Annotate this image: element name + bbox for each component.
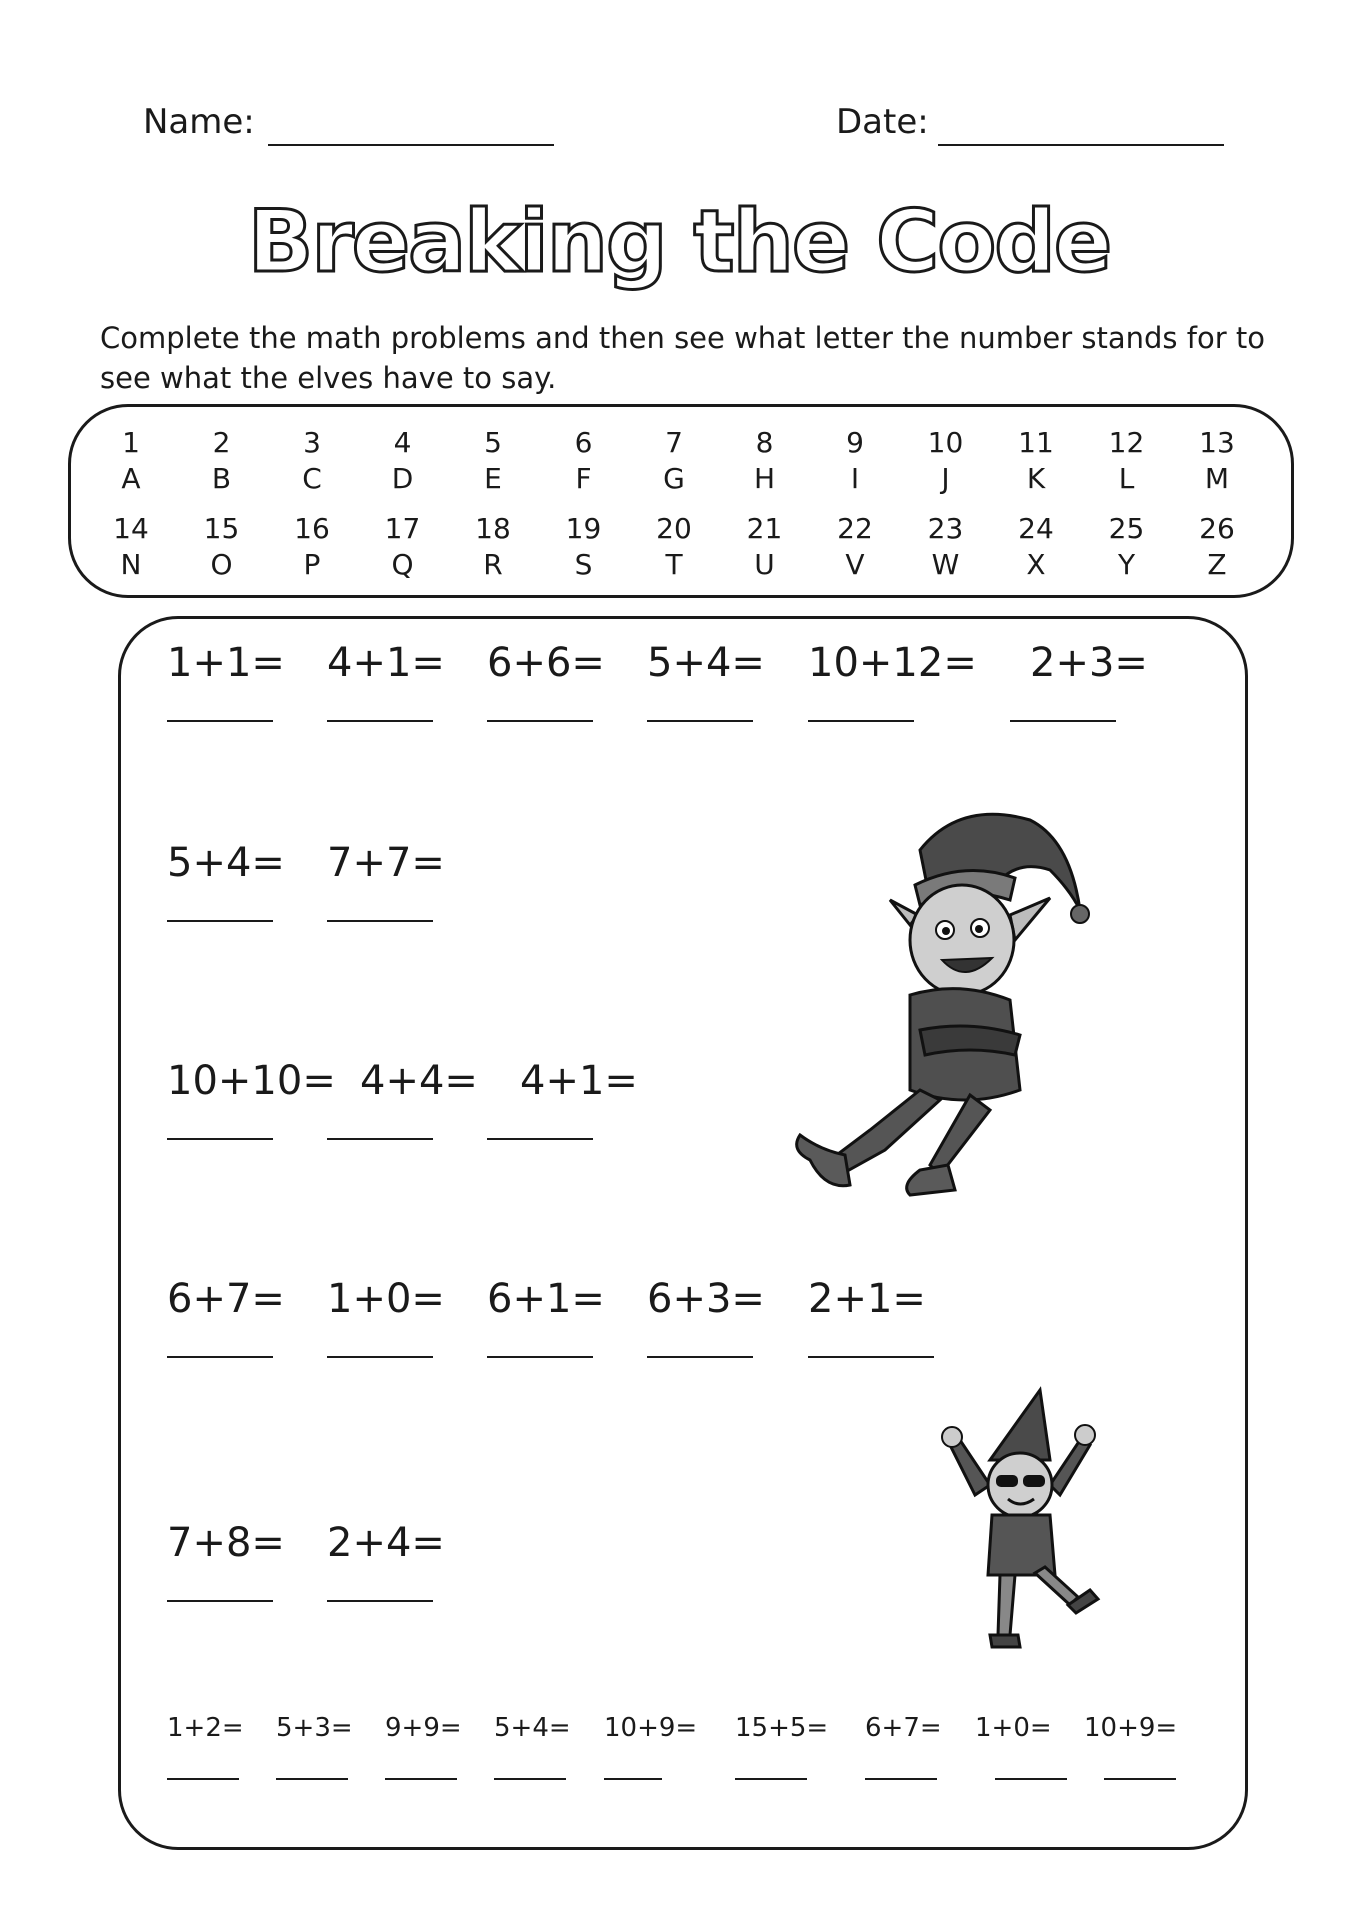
key-number: 16 (294, 512, 330, 545)
key-cell (820, 511, 890, 583)
key-cell (911, 511, 981, 583)
key-letter: H (753, 462, 776, 495)
math-problem: 5+4= (167, 840, 285, 886)
key-number: 15 (203, 512, 240, 545)
key-letter: G (663, 462, 685, 495)
elf-sitting-illustration (770, 790, 1130, 1210)
answer-blank[interactable] (808, 720, 914, 722)
date-label: Date: (836, 102, 929, 142)
answer-blank[interactable] (995, 1778, 1067, 1780)
key-number: 4 (393, 426, 412, 459)
key-number: 3 (303, 426, 321, 459)
key-number: 24 (1018, 512, 1054, 545)
answer-blank[interactable] (487, 1356, 593, 1358)
key-cell (458, 425, 528, 497)
answer-blank[interactable] (808, 1356, 934, 1358)
answer-blank[interactable] (167, 720, 273, 722)
math-problem: 2+4= (327, 1520, 445, 1566)
key-cell (730, 511, 800, 583)
key-number: 26 (1199, 512, 1235, 545)
key-letter: V (845, 548, 865, 581)
key-letter: C (302, 462, 322, 495)
key-letter: O (210, 548, 233, 581)
math-problem: 10+12= (808, 640, 977, 686)
key-number: 25 (1108, 512, 1145, 545)
key-cell (277, 425, 347, 497)
key-letter: J (941, 462, 950, 495)
key-letter: S (574, 548, 593, 581)
key-letter: N (120, 548, 142, 581)
letter-key-panel (68, 404, 1294, 598)
key-number: 10 (927, 426, 964, 459)
key-cell (187, 511, 257, 583)
math-problem: 2+1= (808, 1276, 926, 1322)
answer-blank[interactable] (647, 720, 753, 722)
math-problem: 1+1= (167, 640, 285, 686)
answer-blank[interactable] (327, 920, 433, 922)
math-problem: 10+9= (604, 1713, 698, 1743)
key-letter: P (303, 548, 321, 581)
key-number: 21 (746, 512, 783, 545)
elf-jumping-illustration (930, 1385, 1110, 1675)
key-cell (368, 425, 438, 497)
key-cell (639, 425, 709, 497)
key-cell (549, 511, 619, 583)
key-cell (187, 425, 257, 497)
key-number: 18 (475, 512, 511, 545)
math-problem: 6+1= (487, 1276, 605, 1322)
answer-blank[interactable] (1010, 720, 1116, 722)
answer-blank[interactable] (647, 1356, 753, 1358)
answer-blank[interactable] (327, 1138, 433, 1140)
key-cell (96, 425, 166, 497)
answer-blank[interactable] (494, 1778, 566, 1780)
key-letter: L (1118, 462, 1135, 495)
key-cell (730, 425, 800, 497)
math-problem: 1+0= (327, 1276, 445, 1322)
answer-blank[interactable] (167, 1356, 273, 1358)
answer-blank[interactable] (735, 1778, 807, 1780)
key-number: 17 (384, 512, 421, 545)
key-letter: B (211, 462, 232, 495)
math-problem: 5+4= (494, 1713, 571, 1743)
math-problem: 4+1= (327, 640, 445, 686)
math-problem: 5+4= (647, 640, 765, 686)
answer-blank[interactable] (276, 1778, 348, 1780)
key-cell (1092, 511, 1162, 583)
math-problem: 6+7= (865, 1713, 942, 1743)
answer-blank[interactable] (1104, 1778, 1176, 1780)
key-number: 1 (122, 426, 140, 459)
answer-blank[interactable] (604, 1778, 662, 1780)
key-letter: W (931, 548, 960, 581)
key-letter: A (121, 462, 141, 495)
key-cell (549, 425, 619, 497)
math-problem: 1+2= (167, 1713, 244, 1743)
answer-blank[interactable] (487, 720, 593, 722)
name-label: Name: (143, 102, 255, 142)
key-number: 2 (212, 426, 231, 459)
instructions-text: Complete the math problems and then see what letter the number stands for to see what the elves have to say. (100, 321, 1265, 395)
key-cell (1182, 425, 1252, 497)
key-letter: F (575, 462, 592, 495)
key-cell (1182, 511, 1252, 583)
key-cell (277, 511, 347, 583)
answer-blank[interactable] (167, 1778, 239, 1780)
key-cell (911, 425, 981, 497)
page-title: Breaking the Code (247, 192, 1111, 292)
math-problem: 15+5= (735, 1713, 829, 1743)
math-problem: 10+9= (1084, 1713, 1178, 1743)
key-letter: T (665, 548, 683, 581)
date-field[interactable] (938, 108, 1224, 146)
key-letter: Q (391, 548, 414, 581)
math-problem: 4+4= (360, 1058, 478, 1104)
key-letter: I (850, 462, 860, 495)
math-problem: 9+9= (385, 1713, 462, 1743)
key-letter: Z (1207, 548, 1227, 581)
key-number: 22 (837, 512, 873, 545)
math-problem: 6+6= (487, 640, 605, 686)
key-cell (1001, 425, 1071, 497)
answer-blank[interactable] (327, 1600, 433, 1602)
answer-blank[interactable] (327, 1356, 433, 1358)
key-number: 20 (656, 512, 692, 545)
math-problem: 10+10= (167, 1058, 336, 1104)
key-number: 23 (927, 512, 964, 545)
answer-blank[interactable] (327, 720, 433, 722)
key-cell (1092, 425, 1162, 497)
key-cell (820, 425, 890, 497)
key-letter: K (1026, 462, 1046, 495)
key-letter: E (484, 462, 502, 495)
key-cell (368, 511, 438, 583)
key-letter: X (1026, 548, 1046, 581)
key-number: 6 (574, 426, 593, 459)
key-number: 13 (1199, 426, 1235, 459)
key-cell (458, 511, 528, 583)
name-field[interactable] (268, 108, 554, 146)
math-problem: 5+3= (276, 1713, 353, 1743)
math-problem: 2+3= (1030, 640, 1148, 686)
math-problem: 6+3= (647, 1276, 765, 1322)
math-problem: 1+0= (975, 1713, 1052, 1743)
key-number: 11 (1018, 426, 1054, 459)
key-number: 9 (846, 426, 864, 459)
key-number: 19 (565, 512, 602, 545)
key-number: 5 (484, 426, 502, 459)
math-problem: 4+1= (520, 1058, 638, 1104)
math-problem: 7+7= (327, 840, 445, 886)
answer-blank[interactable] (487, 1138, 593, 1140)
answer-blank[interactable] (167, 1138, 273, 1140)
answer-blank[interactable] (385, 1778, 457, 1780)
key-number: 12 (1108, 426, 1145, 459)
key-number: 7 (665, 426, 683, 459)
key-letter: D (391, 462, 414, 495)
key-cell (1001, 511, 1071, 583)
answer-blank[interactable] (167, 920, 273, 922)
key-letter: Y (1117, 548, 1136, 581)
key-letter: R (483, 548, 503, 581)
key-cell (639, 511, 709, 583)
math-problem: 6+7= (167, 1276, 285, 1322)
key-letter: U (754, 548, 775, 581)
key-number: 8 (755, 426, 774, 459)
answer-blank[interactable] (167, 1600, 273, 1602)
key-letter: M (1204, 462, 1230, 495)
math-problem: 7+8= (167, 1520, 285, 1566)
answer-blank[interactable] (865, 1778, 937, 1780)
key-cell (96, 511, 166, 583)
key-number: 14 (113, 512, 149, 545)
